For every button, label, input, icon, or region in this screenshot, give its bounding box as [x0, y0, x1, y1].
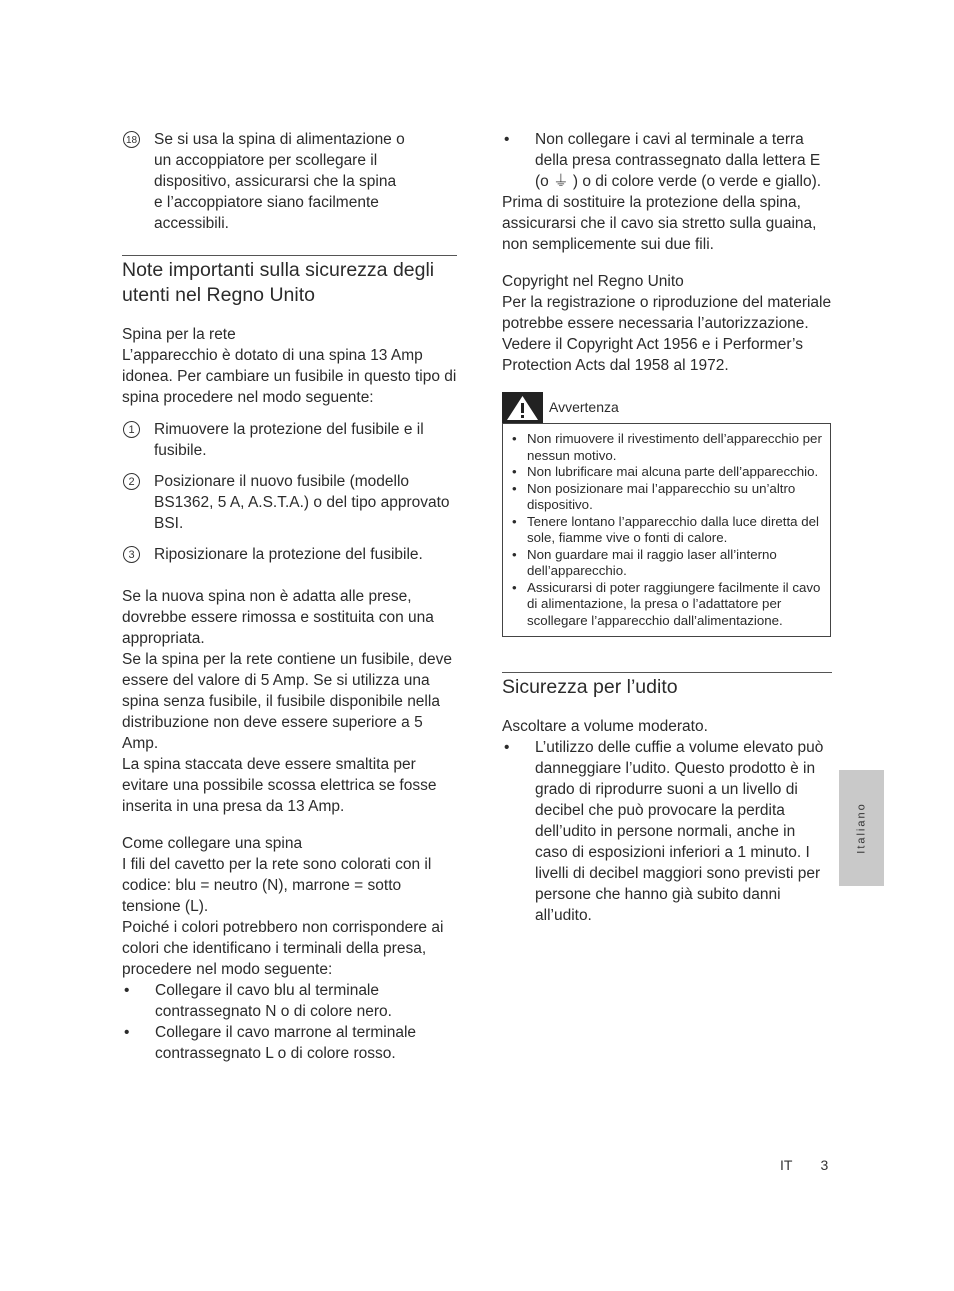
connect-bullet-list [122, 980, 457, 1064]
earth-paragraph: Prima di sostituire la protezione della spina, assicurarsi che il cavo sia stretto sulla guaina, non semplicemente sui due fili. [502, 194, 817, 253]
fuse-step-3 [122, 544, 457, 565]
list-item: • Non rimuovere il rivestimento dell’apparecchio per nessun motivo. [512, 431, 822, 463]
numbered-item-text: Se si usa la spina di alimentazione o un accoppiatore per scollegare il dispositivo, assicurarsi che la spina e l’accoppiatore siano facilmente accessibili. [154, 131, 405, 232]
numbered-item-18 [122, 129, 457, 234]
step-number-badge: 2 [123, 473, 140, 490]
connect-paragraph-2: Poiché i colori potrebbero non corrispondere ai colori che identificano i terminali della presa, procedere nel modo seguente: [122, 919, 444, 978]
right-column [502, 129, 832, 926]
left-column [122, 129, 457, 1064]
bullet-glyph: • [512, 513, 517, 529]
earth-bullet-list [502, 129, 832, 192]
fuse-step-2 [122, 471, 457, 534]
bullet-glyph: • [512, 546, 517, 562]
list-item [502, 129, 832, 192]
subheading-moderate-volume: Ascoltare a volume moderato. [502, 718, 708, 735]
hearing-bullet-list [502, 737, 832, 926]
step-text: Riposizionare la protezione del fusibile. [154, 546, 423, 563]
section-title-hearing-safety: Sicurezza per l’udito [502, 676, 678, 698]
list-item: • L’utilizzo delle cuffie a volume elevato può danneggiare l’udito. Questo prodotto è in grado di riprodurre suoni a un livello di decibel che può provocare la perdita dell’udito in persone normali, anche in caso di esposizioni inferiori a 1 minuto. I livelli di decibel maggiori sono previsti per persone che hanno già subito danni all’udito. [504, 739, 824, 924]
section-divider [122, 255, 457, 256]
warning-triangle-icon [502, 392, 543, 423]
earth-bullet-text-b: ) o di colore verde (o verde e giallo). [568, 173, 822, 190]
bullet-glyph: • [124, 982, 130, 999]
fuse-steps-list [122, 419, 457, 565]
page-number: 3 [820, 1157, 829, 1173]
earth-bullet-text-a: Non collegare i cavi al terminale a terra della presa contrassegnato dalla lettera E (o [535, 131, 821, 190]
bullet-glyph: • [504, 131, 510, 148]
warning-list-box [502, 423, 831, 637]
plug-paragraph-2: Se la spina per la rete contiene un fusibile, deve essere del valore di 5 Amp. Se si utilizza una spina senza fusibile, il fusibile disponibile nella distribuzione non deve essere superiore a 5 Amp. [122, 651, 453, 752]
subheading-connect-plug: Come collegare una spina [122, 835, 303, 852]
list-item: • Non lubrificare mai alcuna parte dell’apparecchio. [512, 464, 819, 479]
step-text: Rimuovere la protezione del fusibile e il fusibile. [154, 421, 424, 459]
step-text: Posizionare il nuovo fusibile (modello BS1362, 5 A, A.S.T.A.) o del tipo approvato BSI. [154, 473, 450, 532]
earth-ground-icon: ⏚ [553, 173, 569, 190]
subheading-copyright: Copyright nel Regno Unito [502, 273, 684, 290]
warning-box [502, 391, 831, 637]
bullet-glyph: • [512, 579, 517, 595]
footer-language-code: IT [780, 1157, 793, 1173]
warning-label: Avvertenza [549, 398, 619, 415]
plug-paragraph-1: Se la nuova spina non è adatta alle prese, dovrebbe essere rimossa e sostituita con una appropriata. [122, 588, 434, 647]
fuse-step-1 [122, 419, 457, 461]
subheading-plug: Spina per la rete [122, 326, 236, 343]
list-item: • Tenere lontano l’apparecchio dalla luce diretta del sole, fiamme vive o fonti di calore. [512, 513, 819, 545]
plug-intro-paragraph: L’apparecchio è dotato di una spina 13 Amp idonea. Per cambiare un fusibile in questo tipo di spina procedere nel modo seguente: [122, 347, 457, 406]
page-footer [780, 1157, 828, 1173]
warning-list [512, 431, 822, 629]
plug-paragraph-3: La spina staccata deve essere smaltita per evitare una possibile scossa elettrica se fosse inserita in una presa da 13 Amp. [122, 756, 437, 815]
step-number-badge: 1 [123, 421, 140, 438]
bullet-glyph: • [512, 431, 517, 446]
bullet-glyph: • [512, 464, 517, 479]
step-number-badge: 3 [123, 546, 140, 563]
language-side-tab-label: Italiano [855, 802, 868, 854]
list-item: • Collegare il cavo marrone al terminale contrassegnato L o di colore rosso. [124, 1024, 417, 1062]
bullet-glyph: • [512, 480, 517, 496]
step-number-badge: 18 [123, 131, 140, 148]
bullet-glyph: • [504, 739, 510, 756]
section-divider [502, 672, 832, 673]
list-item: • Collegare il cavo blu al terminale contrassegnato N o di colore nero. [124, 982, 392, 1020]
warning-header [502, 391, 831, 423]
list-item: • Non guardare mai il raggio laser all’interno dell’apparecchio. [512, 546, 777, 578]
list-item: • Assicurarsi di poter raggiungere facilmente il cavo di alimentazione, la presa o l’adattatore per scollegare l’apparecchio dall’alimentazione. [512, 579, 821, 628]
bullet-glyph: • [124, 1024, 130, 1041]
language-side-tab [839, 770, 884, 886]
connect-paragraph-1: I fili del cavetto per la rete sono colorati con il codice: blu = neutro (N), marrone = sotto tensione (L). [122, 856, 432, 915]
list-item: • Non posizionare mai l’apparecchio su un’altro dispositivo. [512, 480, 796, 512]
section-title-uk-safety: Note importanti sulla sicurezza degli utenti nel Regno Unito [122, 259, 435, 306]
copyright-paragraph: Per la registrazione o riproduzione del materiale potrebbe essere necessaria l’autorizzazione. Vedere il Copyright Act 1956 e i Performer’s Protection Acts dal 1958 al 1972. [502, 294, 832, 374]
